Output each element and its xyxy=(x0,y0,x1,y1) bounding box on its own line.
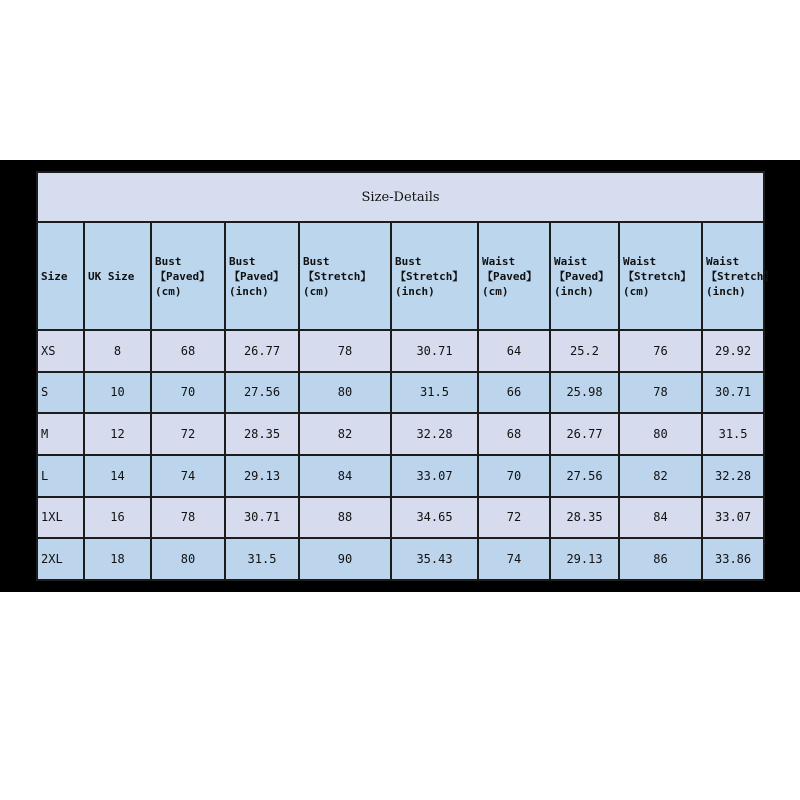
table-title: Size-Details xyxy=(37,172,764,222)
table-cell: 31.5 xyxy=(702,413,764,455)
table-cell: 88 xyxy=(299,497,391,539)
table-cell: 25.98 xyxy=(550,372,619,414)
table-cell: 90 xyxy=(299,538,391,580)
size-label-cell: L xyxy=(37,455,84,497)
table-cell: 78 xyxy=(151,497,225,539)
table-row xyxy=(37,330,764,372)
column-header: Waist 【Stretch】 (inch) xyxy=(702,222,764,330)
size-label-cell: XS xyxy=(37,330,84,372)
title-row xyxy=(37,172,764,222)
table-row xyxy=(37,538,764,580)
column-header: Bust 【Paved】 (cm) xyxy=(151,222,225,330)
table-cell: 34.65 xyxy=(391,497,478,539)
table-cell: 28.35 xyxy=(225,413,299,455)
table-cell: 82 xyxy=(619,455,702,497)
table-cell: 80 xyxy=(151,538,225,580)
table-cell: 29.13 xyxy=(225,455,299,497)
table-cell: 80 xyxy=(299,372,391,414)
table-cell: 30.71 xyxy=(225,497,299,539)
table-cell: 33.07 xyxy=(391,455,478,497)
size-label-cell: 2XL xyxy=(37,538,84,580)
table-cell: 84 xyxy=(299,455,391,497)
table-cell: 33.07 xyxy=(702,497,764,539)
table-body xyxy=(37,330,764,580)
table-cell: 72 xyxy=(151,413,225,455)
table-cell: 78 xyxy=(619,372,702,414)
table-cell: 78 xyxy=(299,330,391,372)
table-cell: 27.56 xyxy=(550,455,619,497)
table-cell: 32.28 xyxy=(702,455,764,497)
table-cell: 12 xyxy=(84,413,151,455)
table-cell: 35.43 xyxy=(391,538,478,580)
size-label-cell: S xyxy=(37,372,84,414)
table-cell: 27.56 xyxy=(225,372,299,414)
table-cell: 74 xyxy=(151,455,225,497)
table-cell: 33.86 xyxy=(702,538,764,580)
column-header: Bust 【Stretch】 (cm) xyxy=(299,222,391,330)
table-cell: 10 xyxy=(84,372,151,414)
table-cell: 30.71 xyxy=(702,372,764,414)
table-cell: 64 xyxy=(478,330,550,372)
column-header: Bust 【Paved】 (inch) xyxy=(225,222,299,330)
table-cell: 31.5 xyxy=(391,372,478,414)
table-cell: 30.71 xyxy=(391,330,478,372)
column-header: Waist 【Paved】 (cm) xyxy=(478,222,550,330)
table-cell: 82 xyxy=(299,413,391,455)
table-row xyxy=(37,497,764,539)
table-row xyxy=(37,455,764,497)
table-cell: 29.13 xyxy=(550,538,619,580)
column-header: UK Size xyxy=(84,222,151,330)
table-row xyxy=(37,413,764,455)
table-cell: 70 xyxy=(151,372,225,414)
table-cell: 86 xyxy=(619,538,702,580)
table-cell: 25.2 xyxy=(550,330,619,372)
column-header: Waist 【Paved】 (inch) xyxy=(550,222,619,330)
table-cell: 80 xyxy=(619,413,702,455)
header-row xyxy=(37,222,764,330)
size-details-table xyxy=(36,171,775,581)
table-cell: 66 xyxy=(478,372,550,414)
black-frame xyxy=(0,160,800,592)
table-cell: 74 xyxy=(478,538,550,580)
column-header: Bust 【Stretch】 (inch) xyxy=(391,222,478,330)
table-cell: 31.5 xyxy=(225,538,299,580)
table-cell: 28.35 xyxy=(550,497,619,539)
table-cell: 68 xyxy=(478,413,550,455)
table-cell: 68 xyxy=(151,330,225,372)
table-cell: 32.28 xyxy=(391,413,478,455)
table-cell: 8 xyxy=(84,330,151,372)
size-label-cell: 1XL xyxy=(37,497,84,539)
column-header: Size xyxy=(37,222,84,330)
table-cell: 26.77 xyxy=(225,330,299,372)
table-cell: 72 xyxy=(478,497,550,539)
table-cell: 18 xyxy=(84,538,151,580)
table-cell: 76 xyxy=(619,330,702,372)
table-cell: 70 xyxy=(478,455,550,497)
column-header: Waist 【Stretch】 (cm) xyxy=(619,222,702,330)
size-label-cell: M xyxy=(37,413,84,455)
table-row xyxy=(37,372,764,414)
table-cell: 26.77 xyxy=(550,413,619,455)
table-cell: 14 xyxy=(84,455,151,497)
table-cell: 16 xyxy=(84,497,151,539)
table-cell: 84 xyxy=(619,497,702,539)
table-cell: 29.92 xyxy=(702,330,764,372)
